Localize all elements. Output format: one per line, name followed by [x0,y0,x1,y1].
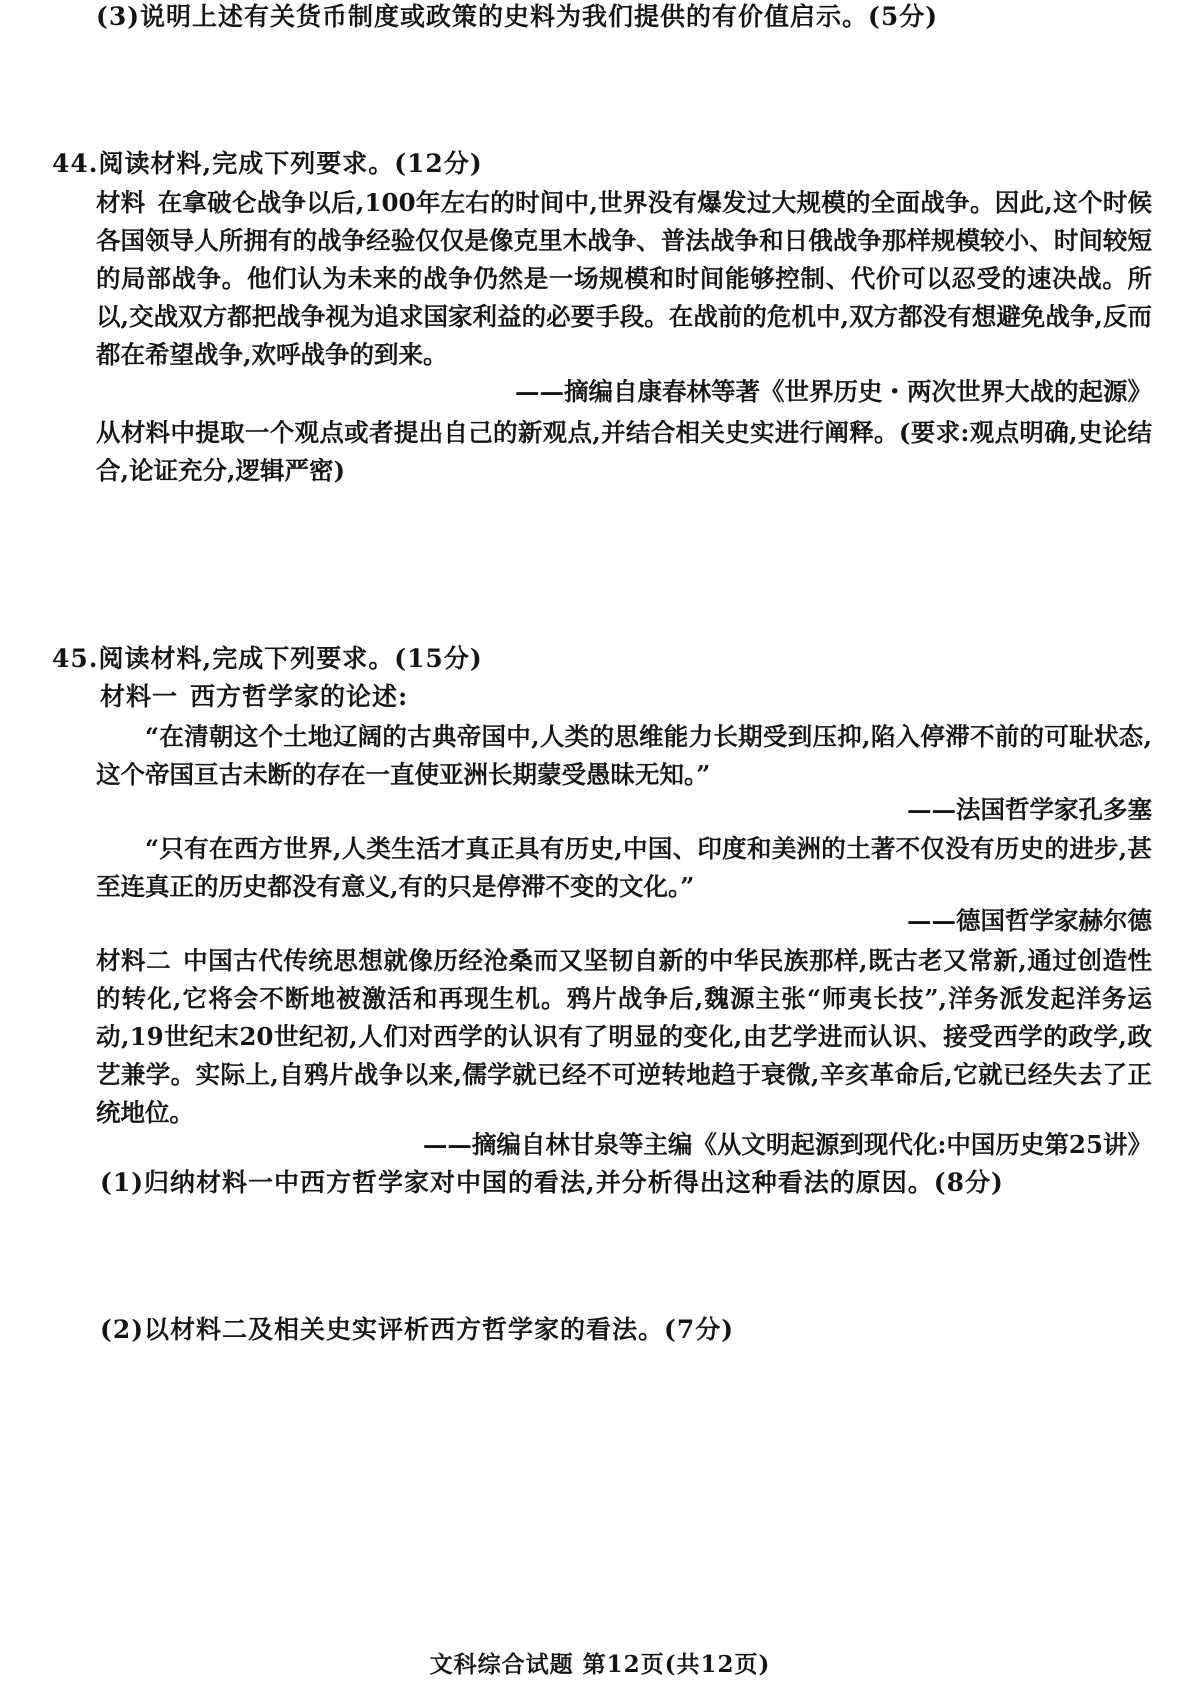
q45-material2-source: ——摘编自林甘泉等主编《从文明起源到现代化:中国历史第25讲》 [422,1130,1152,1159]
q45-material1-label: 材料一 [100,682,179,711]
q44-heading: 44.阅读材料,完成下列要求。(12分) [52,149,483,178]
q45-material2-text: 中国古代传统思想就像历经沧桑而又坚韧自新的中华民族那样,既古老又常新,通过创造性的转化,它将会不断地被激活和再现生机。鸦片战争后,魏源主张“师夷长技”,洋务派发起洋务运动,19世纪末20世纪初,人们对西学的认识有了明显的变化,由艺学进而认识、接受西学的政学,政艺兼学。实际上,自鸦片战争以来,儒学就已经不可逆转地趋于衰微,辛亥革命后,它就已经失去了正统地位。 [96,946,1152,1127]
q44-source: ——摘编自康春林等著《世界历史・两次世界大战的起源》 [515,377,1152,406]
q45-heading: 45.阅读材料,完成下列要求。(15分) [52,644,483,673]
q45-sub1: (1)归纳材料一中西方哲学家对中国的看法,并分析得出这种看法的原因。(8分) [100,1168,1004,1197]
q45-quote2: “只有在西方世界,人类生活才真正具有历史,中国、印度和美洲的土著不仅没有历史的进步,甚至连真正的历史都没有意义,有的只是停滞不变的文化。” [96,834,1152,901]
q44-task: 从材料中提取一个观点或者提出自己的新观点,并结合相关史实进行阐释。(要求:观点明确,史论结合,论证充分,逻辑严密) [96,418,1152,485]
q45-quote1-source: ——法国哲学家孔多塞 [907,795,1152,824]
page-footer: 文科综合试题 第12页(共12页) [429,1651,771,1678]
q45-material2-label: 材料二 [96,946,172,975]
q44-material [96,184,1152,374]
q44-material-text: 在拿破仑战争以后,100年左右的时间中,世界没有爆发过大规模的全面战争。因此,这个时候各国领导人所拥有的战争经验仅仅是像克里木战争、普法战争和日俄战争那样规模较小、时间较短的局部战争。他们认为未来的战争仍然是一场规模和时间能够控制、代价可以忍受的速决战。所以,交战双方都把战争视为追求国家利益的必要手段。在战前的危机中,双方都没有想避免战争,反而都在希望战争,欢呼战争的到来。 [96,188,1152,369]
q45-quote2-source: ——德国哲学家赫尔德 [907,906,1152,935]
q45-material1-intro-line [100,680,408,714]
q45-material1-intro: 西方哲学家的论述: [190,682,409,711]
q45-sub2: (2)以材料二及相关史实评析西方哲学家的看法。(7分) [100,1315,735,1344]
q44-material-label: 材料 [96,188,146,217]
q45-quote1: “在清朝这个土地辽阔的古典帝国中,人类的思维能力长期受到压抑,陷入停滞不前的可耻状态,这个帝国亘古未断的存在一直使亚洲长期蒙受愚昧无知。” [96,722,1152,789]
q43-sub3: (3)说明上述有关货币制度或政策的史料为我们提供的有价值启示。(5分) [96,2,939,31]
q45-material2 [96,942,1152,1132]
